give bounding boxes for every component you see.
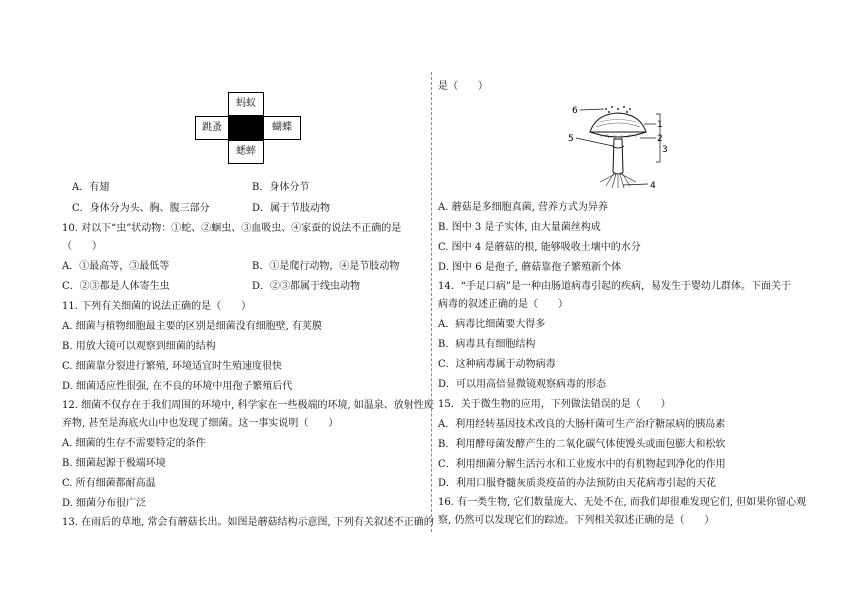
q11-option-b[interactable]: B. 用放大镜可以观察到细菌的结构	[62, 341, 216, 352]
cross-center-cell	[228, 116, 264, 140]
q11-option-d[interactable]: D. 细菌适应性很强, 在不良的环境中用孢子繁殖后代	[62, 381, 293, 392]
mushroom-cap	[590, 113, 646, 132]
q16-stem-cont: 察, 仍然可以发现它们的踪迹。下列相关叙述正确的是（ ）	[438, 515, 715, 526]
q15-stem: 15．关于微生物的应用，下列做法错误的是（ ）	[438, 399, 671, 410]
q11-stem: 11. 下列有关细菌的说法正确的是（ ）	[62, 301, 252, 312]
q12-option-d[interactable]: D. 细菌分布很广泛	[62, 498, 147, 509]
label-3: 3	[662, 145, 668, 155]
q10-option-a[interactable]: A．①最高等，③最低等	[62, 261, 170, 272]
q11-option-c[interactable]: C. 细菌靠分裂进行繁殖, 环境适宜时生殖速度很快	[62, 361, 283, 372]
mushroom-stalk	[613, 139, 623, 174]
q15-option-a[interactable]: A．利用经转基因技术改良的大肠杆菌可生产治疗糖尿病的胰岛素	[438, 419, 726, 430]
q13-stem: 13. 在雨后的草地, 常会有蘑菇长出。如图是蘑菇结构示意图, 下列有关叙述不正确的	[62, 517, 434, 528]
label-6: 6	[572, 106, 578, 116]
q10-stem: 10. 对以下“虫”状动物：①蛇、②蛔虫、③血吸虫、④家蚕的说法不正确的是	[62, 223, 402, 234]
q13-stem-cont: 是（ ）	[438, 81, 488, 92]
mushroom-hyphae	[600, 173, 636, 188]
cross-right-cell: 蝴蝶	[263, 116, 301, 140]
q14-stem-cont: 病毒的叙述正确的是（ ）	[438, 299, 568, 310]
q10-option-b[interactable]: B．①是爬行动物，④是节肢动物	[252, 261, 400, 272]
cross-bottom-cell: 蟋蟀	[228, 140, 264, 164]
q12-option-b[interactable]: B. 细菌起源于极端环境	[62, 458, 166, 469]
q13-option-b[interactable]: B. 图中 3 是子实体, 由大量菌丝构成	[438, 222, 601, 233]
q16-stem: 16. 有一类生物, 它们数量庞大、无处不在, 而我们却很难发现它们, 但如果你留心观	[438, 497, 807, 508]
q14-option-c[interactable]: C．这种病毒属于动物病毒	[438, 359, 556, 370]
q13-option-c[interactable]: C. 图中 4 是蘑菇的根, 能够吸收土壤中的水分	[438, 242, 641, 253]
cross-top-cell: 蚂蚁	[228, 92, 264, 116]
cross-left-cell: 跳蚤	[195, 116, 229, 140]
q12-stem: 12. 细菌不仅存在于我们周围的环境中, 科学家在一些极端的环境, 如温泉、放射性废	[62, 400, 434, 411]
q9-option-c[interactable]: C．身体分为头、胸、腹三部分	[72, 203, 210, 214]
q12-option-a[interactable]: A. 细菌的生存不需要特定的条件	[62, 438, 206, 449]
q9-option-d[interactable]: D．属于节肢动物	[252, 203, 331, 214]
q10-option-d[interactable]: D．②③都属于线虫动物	[252, 281, 361, 292]
q13-option-d[interactable]: D. 图中 6 是孢子, 蘑菇靠孢子繁殖新个体	[438, 262, 622, 273]
label-2: 2	[657, 134, 663, 144]
q10-option-c[interactable]: C．②③都是人体寄生虫	[62, 281, 170, 292]
q10-stem-cont: （ ）	[62, 241, 102, 252]
q14-option-b[interactable]: B．病毒具有细胞结构	[438, 339, 536, 350]
spores-dots	[605, 106, 631, 113]
q12-stem-cont: 弃物, 甚至是海底火山中也发现了细菌。这一事实说明（ ）	[62, 418, 339, 429]
q9-option-b[interactable]: B．身体分节	[252, 182, 310, 193]
q13-option-a[interactable]: A. 蘑菇是多细胞真菌, 营养方式为异养	[438, 202, 608, 213]
q11-option-a[interactable]: A. 细菌与植物细胞最主要的区别是细菌没有细胞壁, 有荚膜	[62, 321, 322, 332]
q14-option-a[interactable]: A．病毒比细菌要大得多	[438, 319, 546, 330]
q14-stem: 14．“手足口病”是一种由肠道病毒引起的疾病，易发生于婴幼儿群体。下面关于	[438, 281, 791, 292]
q15-option-d[interactable]: D．利用口服脊髓灰质炎疫苗的办法预防由天花病毒引起的天花	[438, 478, 717, 489]
q14-option-d[interactable]: D．可以用高倍显微镜观察病毒的形态	[438, 379, 607, 390]
column-divider	[431, 72, 432, 532]
q9-option-a[interactable]: A．有翅	[72, 182, 110, 193]
label-1: 1	[657, 120, 663, 130]
q15-option-b[interactable]: B．利用酵母菌发酵产生的二氧化碳气体使馒头或面包膨大和松软	[438, 439, 726, 450]
label-4: 4	[650, 181, 656, 191]
q12-option-c[interactable]: C. 所有细菌都耐高温	[62, 478, 156, 489]
mushroom-gills	[590, 132, 646, 137]
mushroom-diagram	[568, 100, 668, 192]
label-5: 5	[568, 134, 574, 144]
q15-option-c[interactable]: C．利用细菌分解生活污水和工业废水中的有机物起到净化的作用	[438, 459, 726, 470]
